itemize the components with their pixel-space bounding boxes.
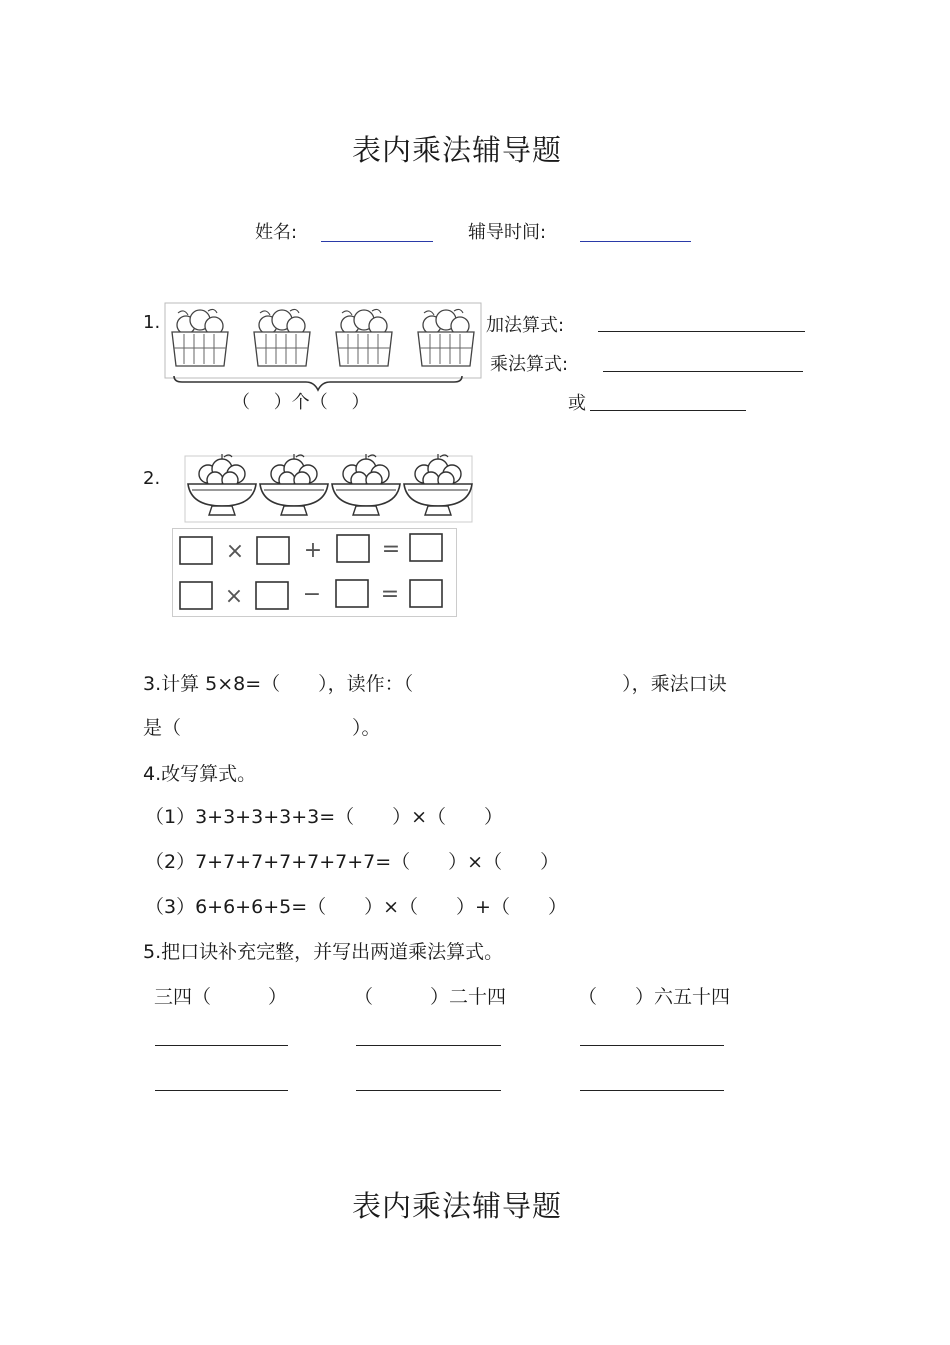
next-page-title: 表内乘法辅导题 [352,1189,563,1223]
name-label: 姓名: [255,222,298,243]
q4-item-2: （2）7+7+7+7+7+7+7=（ ）×（ ） [145,851,560,873]
time-label: 辅导时间: [468,222,547,243]
answer-box [337,535,369,562]
q3-line1: 3.计算 5×8=（ ），读作：（ ），乘法口诀 [143,673,727,695]
q3-line2: 是（ ）。 [143,717,381,739]
apple-basket-icon [336,309,392,366]
q5-item-1: 三四（ ） [154,986,288,1008]
q1-mul-answer-line[interactable] [603,371,803,372]
q1-or-label: 或 [568,393,586,414]
answer-box [410,534,442,561]
q5-heading: 5.把口诀补充完整，并写出两道乘法算式。 [143,941,504,963]
q5-item-2: （ ）二十四 [354,986,507,1008]
q1-add-answer-line[interactable] [598,331,805,332]
q5-answer-line[interactable] [580,1045,724,1046]
answer-box [257,537,289,564]
apple-bowl-icon [404,454,472,515]
plus-sign: + [303,538,323,563]
q5-answer-line[interactable] [155,1090,288,1091]
apple-bowl-icon [188,454,256,515]
apple-bowl-icon [260,454,328,515]
apple-basket-icon [254,309,310,366]
q1-number: 1. [143,312,161,333]
q4-item-3: （3）6+6+6+5=（ ）×（ ）+（ ） [145,896,567,918]
name-field[interactable] [321,241,433,242]
equals-sign: = [380,582,400,607]
q5-answer-line[interactable] [580,1090,724,1091]
q1-group-caption: （ ）个（ ） [232,392,370,413]
times-sign: × [224,584,244,609]
equals-sign: = [381,537,401,562]
times-sign: × [225,539,245,564]
q5-item-3: （ ）六五十四 [578,986,731,1008]
answer-box [256,582,288,609]
apple-bowl-icon [332,454,400,515]
answer-box [180,537,212,564]
q4-item-1: （1）3+3+3+3+3=（ ）×（ ） [145,806,504,828]
q5-answer-line[interactable] [155,1045,288,1046]
q5-answer-line[interactable] [356,1045,501,1046]
q4-heading: 4.改写算式。 [143,763,257,785]
apple-basket-icon [418,309,474,366]
answer-box [180,582,212,609]
answer-box [336,580,368,607]
minus-sign: − [302,582,322,607]
time-field[interactable] [580,241,691,242]
equation-boxes [172,528,458,618]
q5-answer-line[interactable] [356,1090,501,1091]
basket-illustration [164,300,484,390]
page-title: 表内乘法辅导题 [352,133,563,167]
answer-box [410,580,442,607]
q1-or-answer-line[interactable] [590,410,746,411]
bowl-illustration [184,450,476,524]
q2-number: 2. [143,468,161,489]
q1-add-label: 加法算式: [486,315,565,336]
apple-basket-icon [172,309,228,366]
q1-mul-label: 乘法算式: [490,354,569,375]
